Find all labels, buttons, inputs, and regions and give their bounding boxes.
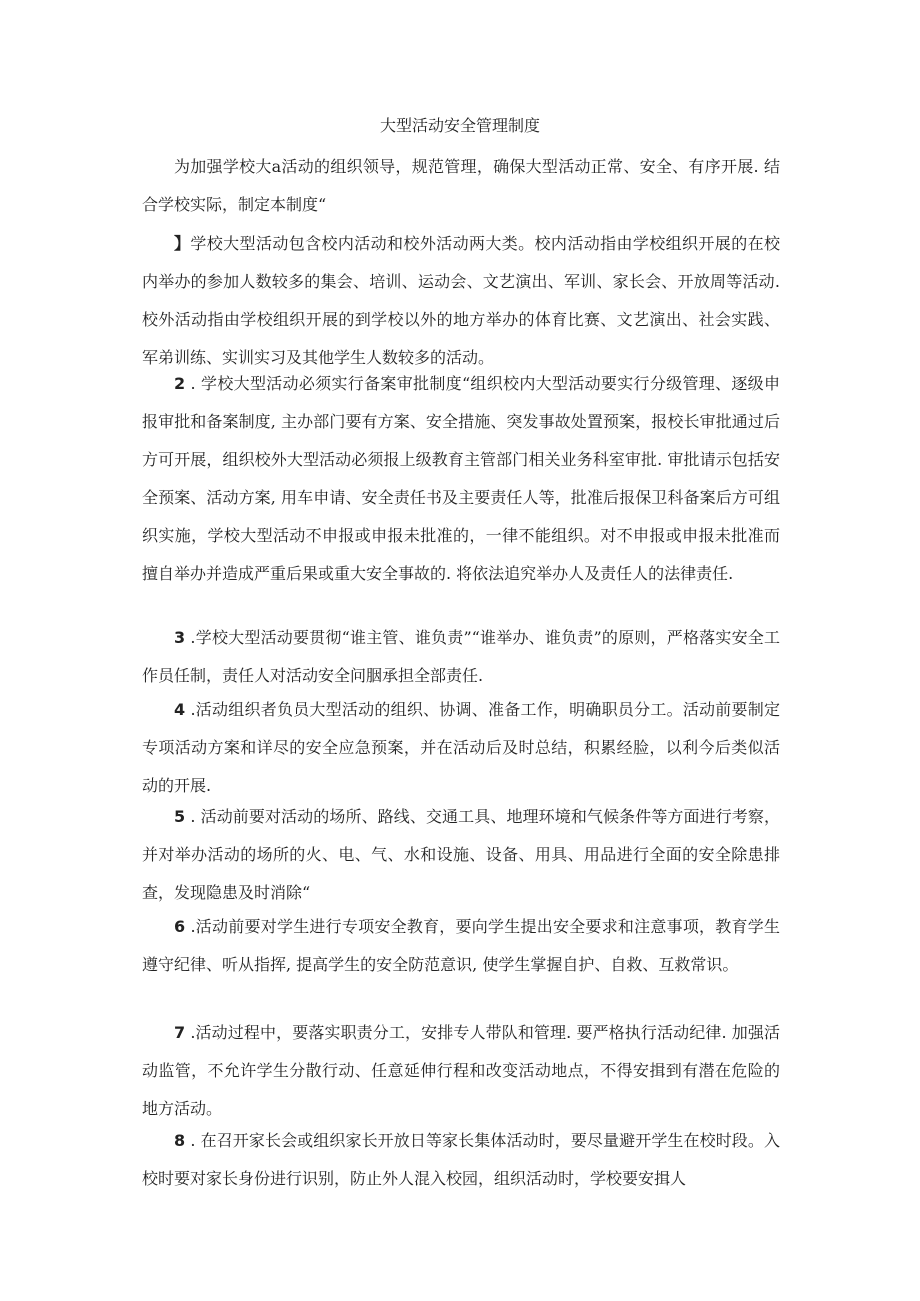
item-paragraph-6 — [142, 908, 780, 984]
item-paragraph-7 — [142, 1014, 780, 1128]
document-title: 大型活动安全管理制度 — [379, 116, 540, 135]
item-marker: 4 — [174, 700, 186, 719]
intro-paragraph: 为加强学校大a活动的组织领导，规范管理，确保大型活动正常、安全、有序开展. 结合学校实际，制定本制度“ — [142, 157, 780, 214]
item-text: . 在召开家长会或组织家长开放日等家长集体活动时，要尽量避开学生在校时段。入校时要对家长身份进行识别，防止外人混入校园，组织活动时，学校要安揖人 — [142, 1131, 780, 1188]
item-marker: 3 — [174, 628, 186, 647]
item-marker: 5 — [174, 807, 186, 826]
item-marker: 2 — [174, 374, 186, 393]
item-text: . 活动前要对活动的场所、路线、交通工具、地理环境和气候条件等方面进行考察，并对举办活动的场所的火、电、气、水和设施、设备、用具、用品进行全面的安全除患排查，发现隐患及时消除“ — [142, 807, 780, 902]
item-paragraph-4 — [142, 691, 780, 805]
item-marker: 】 — [174, 234, 191, 253]
item-marker: 6 — [174, 917, 186, 936]
item-text: .活动过程中，要落实职责分工，安排专人带队和管理. 要严格执行活动纪律. 加强活动监管，不允许学生分散行动、任意延伸行程和改变活动地点，不得安揖到有潜在危险的地方活动。 — [142, 1023, 780, 1118]
item-text: .活动组织者负员大型活动的组织、协调、准备工作，明确职员分工。活动前要制定专项活动方案和详尽的安全应急预案，并在活动后及时总结，积累经脸，以利今后类似活动的开展. — [142, 700, 780, 795]
item-paragraph-8 — [142, 1122, 780, 1198]
item-paragraph-5 — [142, 798, 780, 912]
item-paragraph-3 — [142, 619, 780, 695]
item-marker: 7 — [174, 1023, 186, 1042]
item-text: .学校大型活动要贯彻“谁主管、谁负责”“谁举办、谁负责”的原则，严格落实安全工作员任制，责任人对活动安全问胭承担全部责任. — [142, 628, 780, 685]
item-text: . 学校大型活动必须实行备案审批制度“组织校内大型活动要实行分级管理、逐级申报审批和备案制度, 主办部门要有方案、安全措施、突发事故处置预案，报校长审批通过后方可开展，组织校外大型活动必须报上级教育主管部门相关业务科室审批. 审批请示包括安全预案、活动方案, 用车申请、安全责任书及主要责任人等，批准后报保卫科备案后方可组织实施，学校大型活动不申报或申报未批准的，一律不能组织。对不申报或申报未批准而擅自举办并造成严重后果或重大安全事故的. 将依法追究举办人及责任人的法律责任. — [142, 374, 780, 583]
item-text: .活动前要对学生进行专项安全教育，要向学生提出安全要求和注意事项，教育学生遵守纪律、听从指挥, 提高学生的安全防范意识, 使学生掌握自护、自救、互救常识。 — [142, 917, 780, 974]
item-paragraph-2 — [142, 365, 780, 593]
item-text: 学校大型活动包含校内活动和校外活动两大类。校内活动指由学校组织开展的在校内举办的参加人数较多的集会、培训、运动会、文艺演出、军训、家长会、开放周等活动. 校外活动指由学校组织开展的到学校以外的地方举办的体育比赛、文艺演出、社会实践、军弟训练、实训实习及其他学生人数较多的活动。 — [142, 234, 780, 367]
item-marker: 8 — [174, 1131, 186, 1150]
item-paragraph-1 — [142, 225, 780, 377]
